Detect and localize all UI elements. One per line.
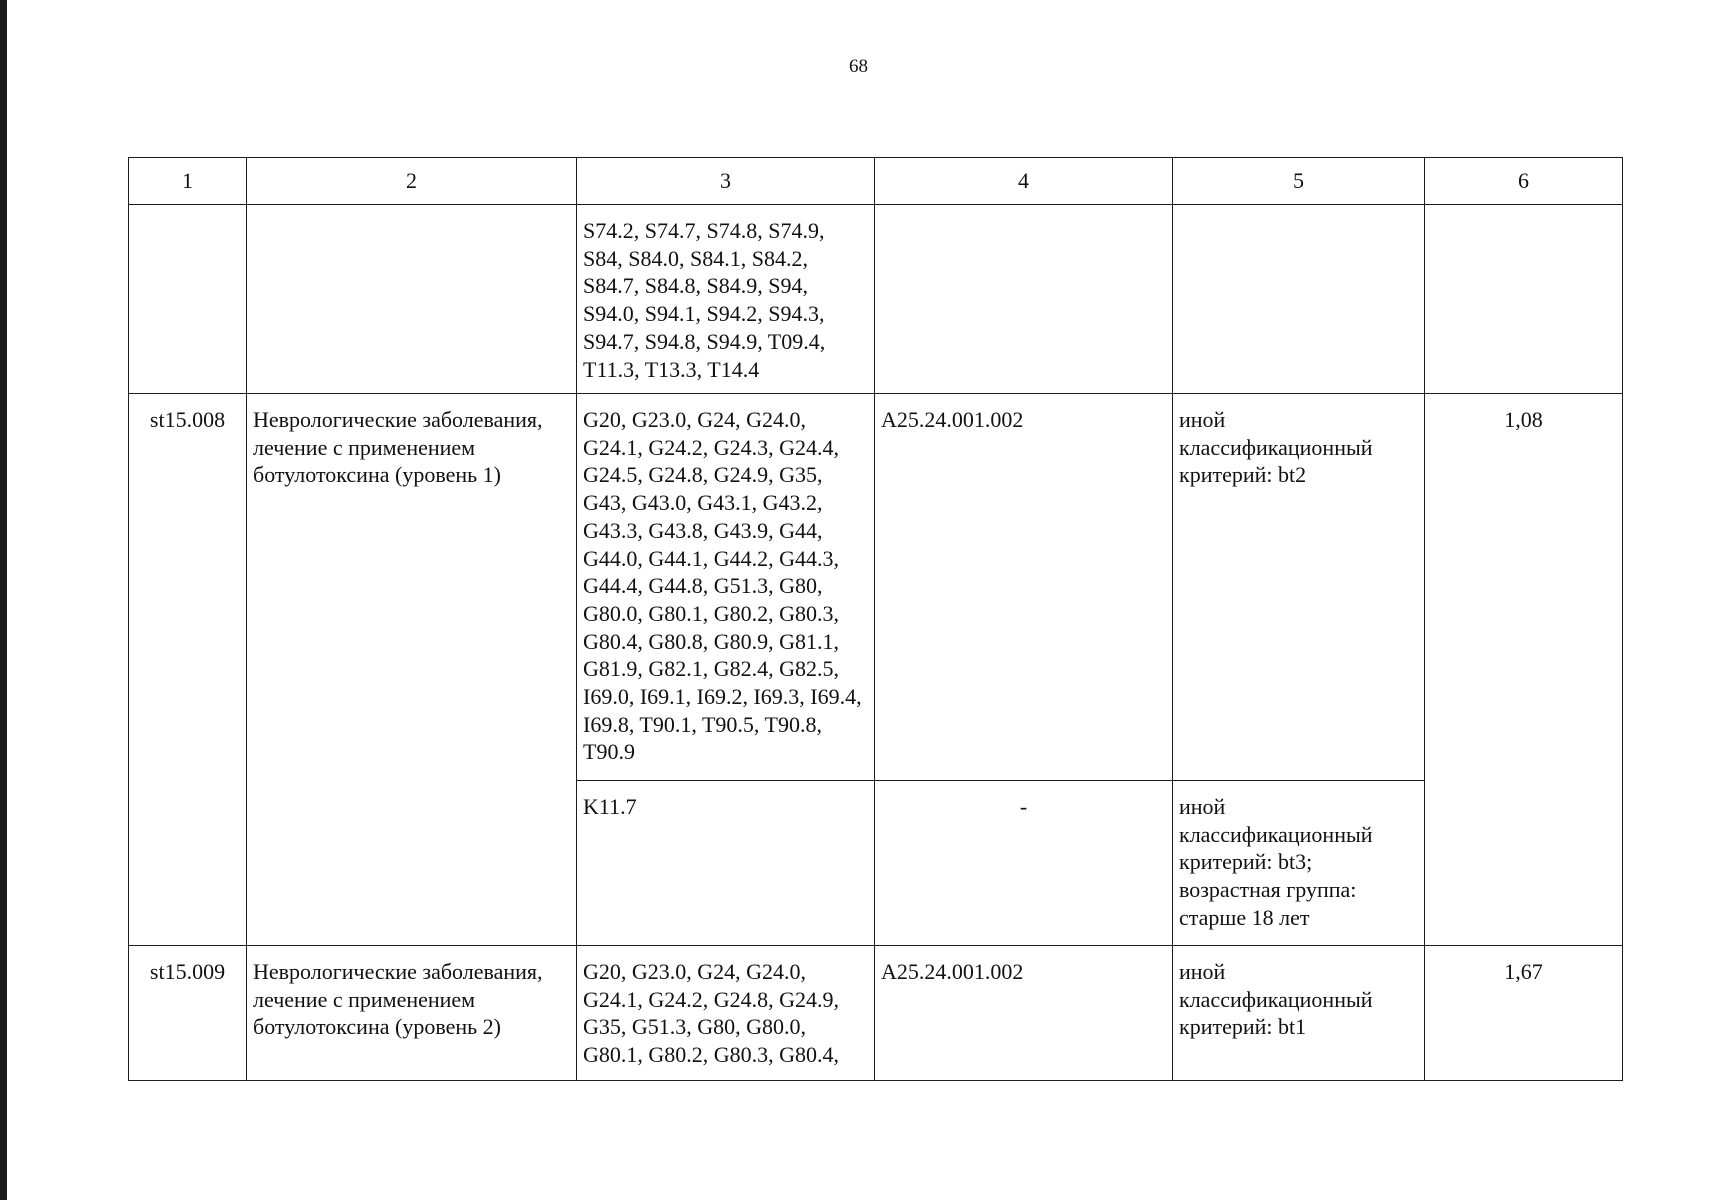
cell-name-empty bbox=[247, 205, 577, 394]
cell-coefficient-empty bbox=[1425, 205, 1623, 394]
table-row-continuation bbox=[129, 205, 1623, 394]
cell-criteria: иной классификационный критерий: bt3; возрастная группа: старше 18 лет bbox=[1173, 781, 1425, 946]
scan-left-edge bbox=[0, 0, 7, 1200]
cell-group-code: st15.008 bbox=[129, 394, 247, 946]
tariff-table bbox=[128, 157, 1623, 1081]
cell-group-code: st15.009 bbox=[129, 946, 247, 1081]
cell-icd-codes: G20, G23.0, G24, G24.0, G24.1, G24.2, G24.8, G24.9, G35, G51.3, G80, G80.0, G80.1, G80.2, G80.3, G80.4, bbox=[577, 946, 875, 1081]
cell-coefficient: 1,08 bbox=[1425, 394, 1623, 946]
header-cell-6: 6 bbox=[1425, 158, 1623, 205]
table-row-st15-008 bbox=[129, 394, 1623, 781]
cell-service-empty bbox=[875, 205, 1173, 394]
cell-icd-codes: S74.2, S74.7, S74.8, S74.9, S84, S84.0, S84.1, S84.2, S84.7, S84.8, S84.9, S94, S94.0, S94.1, S94.2, S94.3, S94.7, S94.8, S94.9, T09.4, T11.3, T13.3, T14.4 bbox=[577, 205, 875, 394]
header-cell-5: 5 bbox=[1173, 158, 1425, 205]
cell-criteria: иной классификационный критерий: bt2 bbox=[1173, 394, 1425, 781]
header-cell-1: 1 bbox=[129, 158, 247, 205]
header-cell-3: 3 bbox=[577, 158, 875, 205]
cell-criteria: иной классификационный критерий: bt1 bbox=[1173, 946, 1425, 1081]
page-number: 68 bbox=[849, 56, 868, 77]
cell-service-code: A25.24.001.002 bbox=[875, 946, 1173, 1081]
header-cell-4: 4 bbox=[875, 158, 1173, 205]
cell-group-name: Неврологические заболевания, лечение с применением ботулотоксина (уровень 2) bbox=[247, 946, 577, 1081]
cell-code-empty bbox=[129, 205, 247, 394]
cell-icd-codes: K11.7 bbox=[577, 781, 875, 946]
table-row-st15-009 bbox=[129, 946, 1623, 1081]
cell-group-name: Неврологические заболевания, лечение с применением ботулотоксина (уровень 1) bbox=[247, 394, 577, 946]
cell-coefficient: 1,67 bbox=[1425, 946, 1623, 1081]
cell-criteria-empty bbox=[1173, 205, 1425, 394]
cell-service-code: - bbox=[875, 781, 1173, 946]
cell-icd-codes: G20, G23.0, G24, G24.0, G24.1, G24.2, G24.3, G24.4, G24.5, G24.8, G24.9, G35, G43, G43.0, G43.1, G43.2, G43.3, G43.8, G43.9, G44, G44.0, G44.1, G44.2, G44.3, G44.4, G44.8, G51.3, G80, G80.0, G80.1, G80.2, G80.3, G80.4, G80.8, G80.9, G81.1, G81.9, G82.1, G82.4, G82.5, I69.0, I69.1, I69.2, I69.3, I69.4, I69.8, T90.1, T90.5, T90.8, T90.9 bbox=[577, 394, 875, 781]
header-cell-2: 2 bbox=[247, 158, 577, 205]
cell-service-code: A25.24.001.002 bbox=[875, 394, 1173, 781]
table-header-row bbox=[129, 158, 1623, 205]
